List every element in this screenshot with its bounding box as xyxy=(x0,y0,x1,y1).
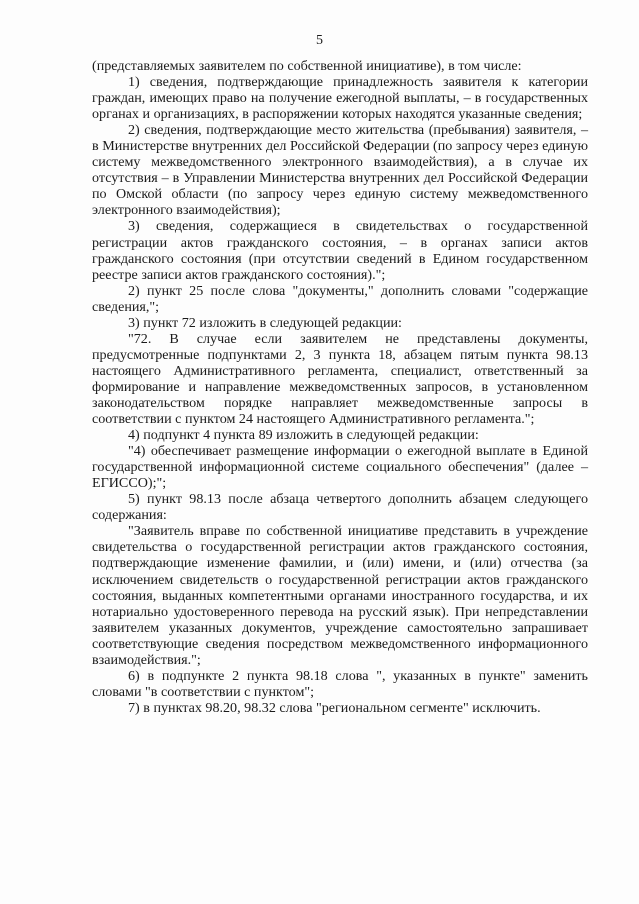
page-number: 5 xyxy=(316,33,323,48)
paragraph-item-2: 2) сведения, подтверждающие место жительства (пребывания) заявителя, – в Министерстве внутренних дел Российской Федерации (по запросу через единую систему межведомственного электронного взаимодействия), а в случае их отсутствия – в Управлении Министерства внутренних дел Российской Федерации по Омской области (по запросу через единую систему межведомственного электронного взаимодействия); xyxy=(92,122,588,219)
paragraph-item-3: 3) сведения, содержащиеся в свидетельствах о государственной регистрации актов гражданского состояния, – в органах записи актов гражданского состояния (при отсутствии сведений в Едином государственном реестре записи актов гражданского состояния)."; xyxy=(92,218,588,283)
paragraph-amendment-3: 3) пункт 72 изложить в следующей редакции: xyxy=(128,314,402,331)
paragraph-applicant-right: "Заявитель вправе по собственной инициативе представить в учреждение свидетельства о государственной регистрации актов гражданского состояния, подтверждающие изменение фамилии, и (или) имени, и (или) отчества (за исключением свидетельств о государственной регистрации актов гражданского состояния, выданных компетентными органами иностранного государства, и их нотариально удостоверенного перевода на русский язык). При непредставлении заявителем указанных документов, учреждение самостоятельно запрашивает соответствующие сведения посредством межведомственного информационного взаимодействия."; xyxy=(92,523,588,668)
paragraph-amendment-6: 6) в подпункте 2 пункта 98.18 слова ", указанных в пункте" заменить словами "в соответствии с пунктом"; xyxy=(92,667,588,700)
paragraph-amendment-4: 4) подпункт 4 пункта 89 изложить в следующей редакции: xyxy=(128,427,479,444)
paragraph-item-1: 1) сведения, подтверждающие принадлежность заявителя к категории граждан, имеющих право на получение ежегодной выплаты, – в государственных органах и организациях, в распоряжении которых находятся указанные сведения; xyxy=(92,74,588,123)
paragraph-point-72: "72. В случае если заявителем не представлены документы, предусмотренные подпунктами 2, 3 пункта 18, абзацем пятым пункта 98.13 настоящего Административного регламента, специалист, ответственный за формирование и направление межведомственных запросов, в установленном законодательством порядке направляет межведомственные запросы в соответствии с пунктом 24 настоящего Административного регламента."; xyxy=(92,330,588,428)
paragraph-amendment-5: 5) пункт 98.13 после абзаца четвертого дополнить абзацем следующего содержания: xyxy=(92,491,588,524)
document-body xyxy=(92,58,588,716)
paragraph-subpoint-4: "4) обеспечивает размещение информации о ежегодной выплате в Единой государственной информационной системе социального обеспечения" (далее – ЕГИССО);"; xyxy=(92,443,588,492)
paragraph-amendment-2: 2) пункт 25 после слова "документы," дополнить словами "содержащие сведения,"; xyxy=(92,282,588,315)
paragraph-intro: (представляемых заявителем по собственной инициативе), в том числе: xyxy=(92,58,522,74)
paragraph-amendment-7: 7) в пунктах 98.20, 98.32 слова "региональном сегменте" исключить. xyxy=(128,699,541,716)
